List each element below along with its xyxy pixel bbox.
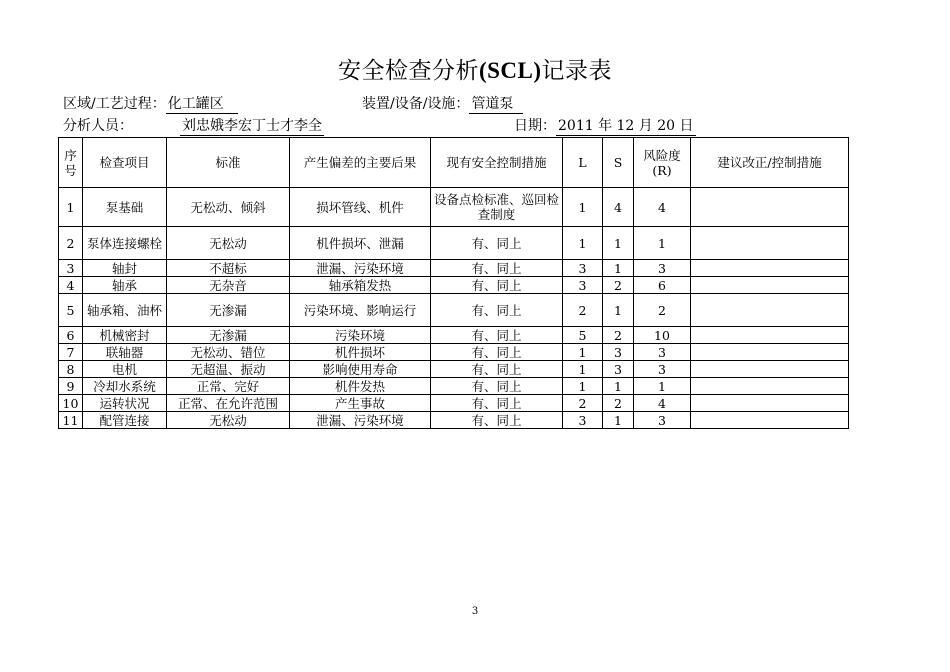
cell-l: 1: [563, 361, 603, 378]
analyst-value: 刘忠娥李宏丁士才李全: [182, 118, 322, 134]
cell-risk: 1: [634, 378, 691, 395]
cell-s: 2: [603, 327, 634, 344]
table-row: [59, 188, 849, 227]
cell-suggestion: [691, 361, 849, 378]
cell-l: 1: [563, 188, 603, 227]
document-title: [0, 52, 950, 85]
date-field: [514, 117, 696, 136]
cell-current-measures: 设备点检标准、巡回检查制度: [431, 188, 563, 227]
cell-current-measures: 有、同上: [431, 412, 563, 429]
cell-index: 3: [59, 260, 83, 277]
cell-risk: 3: [634, 260, 691, 277]
cell-item: 运转状况: [83, 395, 167, 412]
cell-risk: 4: [634, 188, 691, 227]
header-consequence: 产生偏差的主要后果: [290, 138, 431, 188]
cell-standard: 无渗漏: [167, 327, 290, 344]
device-label: 装置/设备/设施：: [362, 96, 470, 112]
cell-consequence: 污染环境、影响运行: [290, 294, 431, 327]
cell-l: 5: [563, 327, 603, 344]
cell-current-measures: 有、同上: [431, 294, 563, 327]
cell-item: 轴承: [83, 277, 167, 294]
cell-consequence: 机件发热: [290, 378, 431, 395]
device-value: 管道泵: [469, 95, 523, 114]
cell-item: 联轴器: [83, 344, 167, 361]
table-row: [59, 361, 849, 378]
cell-item: 泵体连接螺栓: [83, 227, 167, 260]
cell-risk: 10: [634, 327, 691, 344]
cell-l: 3: [563, 260, 603, 277]
cell-l: 1: [563, 227, 603, 260]
table-row: [59, 344, 849, 361]
header-suggestions: 建议改正/控制措施: [691, 138, 849, 188]
cell-standard: 无松动: [167, 412, 290, 429]
cell-current-measures: 有、同上: [431, 227, 563, 260]
cell-risk: 4: [634, 395, 691, 412]
cell-risk: 2: [634, 294, 691, 327]
date-label: 日期：: [514, 118, 556, 134]
cell-consequence: 机件损坏、泄漏: [290, 227, 431, 260]
cell-consequence: 损坏管线、机件: [290, 188, 431, 227]
header-l: L: [563, 138, 603, 188]
table-body: [59, 188, 849, 429]
cell-index: 6: [59, 327, 83, 344]
area-field: [63, 95, 238, 114]
cell-risk: 3: [634, 344, 691, 361]
cell-suggestion: [691, 412, 849, 429]
cell-standard: 无松动: [167, 227, 290, 260]
header-index: 序号: [59, 138, 83, 188]
cell-suggestion: [691, 277, 849, 294]
cell-index: 8: [59, 361, 83, 378]
cell-l: 2: [563, 395, 603, 412]
cell-index: 1: [59, 188, 83, 227]
table-header: [59, 138, 849, 188]
header-risk: 风险度(R): [634, 138, 691, 188]
cell-l: 1: [563, 378, 603, 395]
table-row: [59, 294, 849, 327]
cell-l: 1: [563, 344, 603, 361]
cell-standard: 正常、在允许范围: [167, 395, 290, 412]
table-row: [59, 277, 849, 294]
date-value: 2011 年 12 月 20 日: [558, 118, 694, 134]
cell-consequence: 污染环境: [290, 327, 431, 344]
cell-current-measures: 有、同上: [431, 361, 563, 378]
cell-l: 3: [563, 412, 603, 429]
cell-item: 电机: [83, 361, 167, 378]
cell-index: 10: [59, 395, 83, 412]
cell-s: 1: [603, 378, 634, 395]
table-row: [59, 378, 849, 395]
table-row: [59, 327, 849, 344]
cell-item: 轴封: [83, 260, 167, 277]
cell-risk: 1: [634, 227, 691, 260]
cell-l: 3: [563, 277, 603, 294]
cell-current-measures: 有、同上: [431, 395, 563, 412]
cell-s: 4: [603, 188, 634, 227]
cell-suggestion: [691, 294, 849, 327]
analyst-label: 分析人员：: [63, 118, 133, 134]
area-value: 化工罐区: [166, 95, 238, 114]
cell-standard: 正常、完好: [167, 378, 290, 395]
header-current-measures: 现有安全控制措施: [431, 138, 563, 188]
cell-index: 5: [59, 294, 83, 327]
cell-consequence: 产生事故: [290, 395, 431, 412]
cell-suggestion: [691, 188, 849, 227]
cell-s: 2: [603, 277, 634, 294]
cell-current-measures: 有、同上: [431, 260, 563, 277]
cell-index: 11: [59, 412, 83, 429]
cell-s: 2: [603, 395, 634, 412]
cell-standard: 无松动、错位: [167, 344, 290, 361]
header-s: S: [603, 138, 634, 188]
title-latin-part: (SCL): [478, 58, 542, 83]
table-row: [59, 395, 849, 412]
cell-standard: 无松动、倾斜: [167, 188, 290, 227]
cell-current-measures: 有、同上: [431, 344, 563, 361]
cell-item: 冷却水系统: [83, 378, 167, 395]
cell-risk: 3: [634, 361, 691, 378]
cell-index: 2: [59, 227, 83, 260]
cell-consequence: 机件损坏: [290, 344, 431, 361]
cell-s: 3: [603, 361, 634, 378]
cell-standard: 不超标: [167, 260, 290, 277]
cell-consequence: 轴承箱发热: [290, 277, 431, 294]
cell-risk: 6: [634, 277, 691, 294]
cell-s: 1: [603, 294, 634, 327]
analyst-field: [63, 117, 133, 135]
cell-current-measures: 有、同上: [431, 277, 563, 294]
cell-risk: 3: [634, 412, 691, 429]
cell-consequence: 泄漏、污染环境: [290, 260, 431, 277]
cell-suggestion: [691, 344, 849, 361]
cell-item: 机械密封: [83, 327, 167, 344]
page-number: 3: [471, 606, 479, 617]
title-cn-part2: 记录表: [541, 58, 613, 84]
cell-index: 9: [59, 378, 83, 395]
area-label: 区域/工艺过程：: [63, 96, 166, 112]
header-row: [59, 138, 849, 188]
cell-item: 轴承箱、油杯: [83, 294, 167, 327]
cell-suggestion: [691, 395, 849, 412]
cell-s: 1: [603, 227, 634, 260]
cell-consequence: 影响使用寿命: [290, 361, 431, 378]
table-row: [59, 412, 849, 429]
cell-item: 泵基础: [83, 188, 167, 227]
cell-s: 1: [603, 260, 634, 277]
header-item: 检查项目: [83, 138, 167, 188]
cell-index: 4: [59, 277, 83, 294]
cell-consequence: 泄漏、污染环境: [290, 412, 431, 429]
title-cn-part1: 安全检查分析: [337, 58, 479, 84]
cell-current-measures: 有、同上: [431, 378, 563, 395]
header-standard: 标准: [167, 138, 290, 188]
cell-standard: 无超温、振动: [167, 361, 290, 378]
table-row: [59, 260, 849, 277]
cell-suggestion: [691, 260, 849, 277]
cell-current-measures: 有、同上: [431, 327, 563, 344]
scl-record-table: [58, 137, 849, 429]
table-row: [59, 227, 849, 260]
cell-s: 3: [603, 344, 634, 361]
cell-l: 2: [563, 294, 603, 327]
cell-standard: 无杂音: [167, 277, 290, 294]
cell-standard: 无渗漏: [167, 294, 290, 327]
cell-item: 配管连接: [83, 412, 167, 429]
device-field: [362, 95, 523, 114]
analyst-value-wrap: [180, 117, 324, 136]
cell-s: 1: [603, 412, 634, 429]
cell-suggestion: [691, 378, 849, 395]
cell-suggestion: [691, 327, 849, 344]
cell-suggestion: [691, 227, 849, 260]
cell-index: 7: [59, 344, 83, 361]
